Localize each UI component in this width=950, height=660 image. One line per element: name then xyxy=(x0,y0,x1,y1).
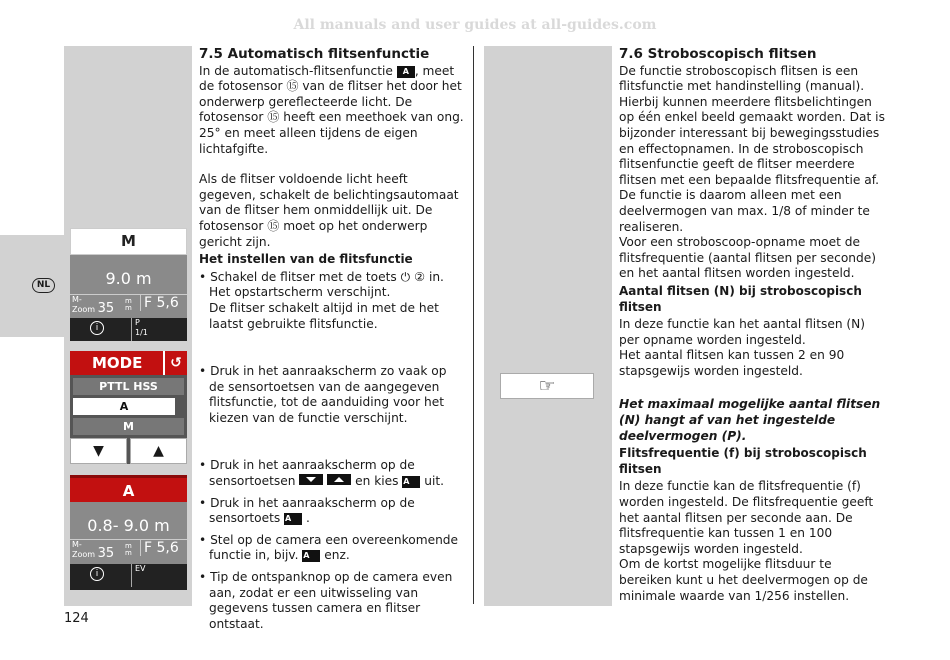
subheading-count: Aantal flitsen (N) bij stroboscopisch flitsen xyxy=(619,283,862,314)
zoom-label-auto: M- Zoom 35 xyxy=(72,540,115,561)
subheading-frequency: Flitsfrequentie (f) bij stroboscopisch flitsen xyxy=(619,446,867,476)
mode-menu-screen xyxy=(70,351,187,464)
mode-label: M xyxy=(70,228,187,255)
ev-label: EV xyxy=(131,564,146,587)
fstop-value-auto: F 5,6 xyxy=(140,540,179,556)
bullet-power-on: • Schakel de flitser met de toets ⏻ ② in. xyxy=(199,269,444,284)
bullet-camera-mode: • Stel op de camera een overeenkomende functie in, bijv. A enz. xyxy=(199,532,459,563)
arrow-down-button[interactable]: ▼ xyxy=(70,438,127,464)
right-column xyxy=(619,47,885,604)
range-value-auto: 0.8- 9.0 m xyxy=(87,516,170,535)
column-divider xyxy=(473,46,474,604)
power-icon: ⏻ xyxy=(400,269,411,284)
arrow-up-button[interactable]: ▲ xyxy=(130,438,187,464)
bullet-touch-a: • Druk in het aanraakscherm op de sensortoets A . xyxy=(199,495,415,526)
a-button-icon: A xyxy=(302,550,320,562)
intro-paragraph: In de automatisch-flitsenfunctie A , meet de fotosensor ⑮ van de flitser het door het onderwerp gereflecteerde licht. De fotosensor ⑮ heeft een meethoek van ong. 25° en meet alleen tijdens de eigen lichtafgifte. xyxy=(199,63,464,156)
mode-menu-title: MODE ↺ xyxy=(70,351,187,375)
screen-footer xyxy=(70,318,187,341)
strobe-intro: De functie stroboscopisch flitsen is een flitsfunctie met handinstelling (manual). Hierbij kunnen meerdere flitsbelichtingen op één enkel beeld gemaakt worden. Dat is bijzonder interessant bij bewegingsstudies en effectopnamen. In de stroboscopisch flitsenfunctie geeft de flitser meerdere flitsen met een bepaalde flitsfrequentie af. De functie is daarom alleen met een deelvermogen van max. 1/8 of minder te realiseren. xyxy=(619,63,885,234)
mm-unit-auto: m m xyxy=(125,542,132,557)
display-screen-manual xyxy=(70,228,187,341)
a-button-icon: A xyxy=(284,513,302,525)
last-function-text: De flitser schakelt altijd in met de het laatst gebruikte flitsfunctie. xyxy=(209,300,439,331)
strobe-settings: Voor een stroboscoop-opname moet de flitsfrequentie (aantal flitsen per seconde) en het aantal flitsen worden ingesteld. xyxy=(619,235,876,281)
menu-arrows xyxy=(70,438,187,464)
display-screen-auto xyxy=(70,475,187,590)
info-icon[interactable]: i xyxy=(90,321,104,335)
note-max-count: Het maximaal mogelijke aantal flitsen (N) hangt af van het ingestelde deelvermogen (P). xyxy=(619,397,881,443)
fstop-value: F 5,6 xyxy=(140,295,179,311)
power-value: P 1/1 xyxy=(131,318,148,341)
section-title-auto-flash: 7.5 Automatisch flitsenfunctie xyxy=(199,46,430,62)
count-range: Het aantal flitsen kan tussen 2 en 90 stapsgewijs worden ingesteld. xyxy=(619,348,845,378)
down-key-icon xyxy=(299,474,323,485)
startup-text: Het opstartscherm verschijnt. xyxy=(209,285,391,300)
zoom-label: M- Zoom 35 xyxy=(72,295,115,316)
count-paragraph: In deze functie kan het aantal flitsen (N) per opname worden ingesteld. xyxy=(619,317,866,347)
bullet-select-a: • Druk in het aanraakscherm op de sensortoetsen en kies A uit. xyxy=(199,458,445,489)
zoom-row xyxy=(70,294,187,316)
right-margin-band xyxy=(484,46,612,606)
menu-item-m[interactable]: M xyxy=(73,418,184,435)
menu-item-a[interactable]: A xyxy=(73,398,175,415)
zoom-row-auto xyxy=(70,539,187,561)
a-button-icon: A xyxy=(402,476,420,488)
back-icon[interactable]: ↺ xyxy=(163,351,187,375)
a-button-icon: A xyxy=(397,66,415,78)
subheading-settings: Het instellen van de flitsfunctie xyxy=(199,252,413,267)
info-icon-auto[interactable]: i xyxy=(90,567,104,581)
mm-unit: m m xyxy=(125,297,132,312)
section-title-strobe: 7.6 Stroboscopisch flitsen xyxy=(619,46,817,62)
pointing-hand-icon: ☞ xyxy=(500,373,594,399)
left-column xyxy=(199,47,465,632)
language-badge: NL xyxy=(32,278,55,293)
bullet-shutter: • Tip de ontspanknop op de camera even aan, zodat er een uitwisseling van gegevens tussen camera en flitser ontstaat. xyxy=(199,570,453,631)
mode-label-auto: A xyxy=(70,475,187,502)
page-number: 124 xyxy=(64,611,89,626)
frequency-paragraph: In deze functie kan de flitsfrequentie (f) worden ingesteld. De flitsfrequentie geeft het aantal flitsen per seconde aan. De flitsfrequentie kan tussen 1 en 100 stapsgewijs worden ingesteld. xyxy=(619,479,874,556)
bullet-touch-sensor: • Druk in het aanraakscherm zo vaak op de sensortoetsen van de aangegeven flitsfunctie, tot de aanduiding voor het kiezen van de functie verschijnt. xyxy=(199,364,447,425)
menu-item-pttl-hss[interactable]: PTTL HSS xyxy=(73,378,184,395)
range-value: 9.0 m xyxy=(105,269,152,288)
watermark: All manuals and user guides at all-guides.com xyxy=(293,17,657,33)
min-duration-paragraph: Om de kortst mogelijke flitsduur te bereiken kunt u het deelvermogen op de minimale waarde van 1/256 instellen. xyxy=(619,557,868,603)
up-key-icon xyxy=(327,474,351,485)
screen-footer-auto xyxy=(70,564,187,590)
sensor-paragraph: Als de flitser voldoende licht heeft gegeven, schakelt de belichtingsautomaat van de flitser hem onmiddellijk uit. De fotosensor ⑮ moet op het onderwerp gericht zijn. xyxy=(199,172,459,249)
